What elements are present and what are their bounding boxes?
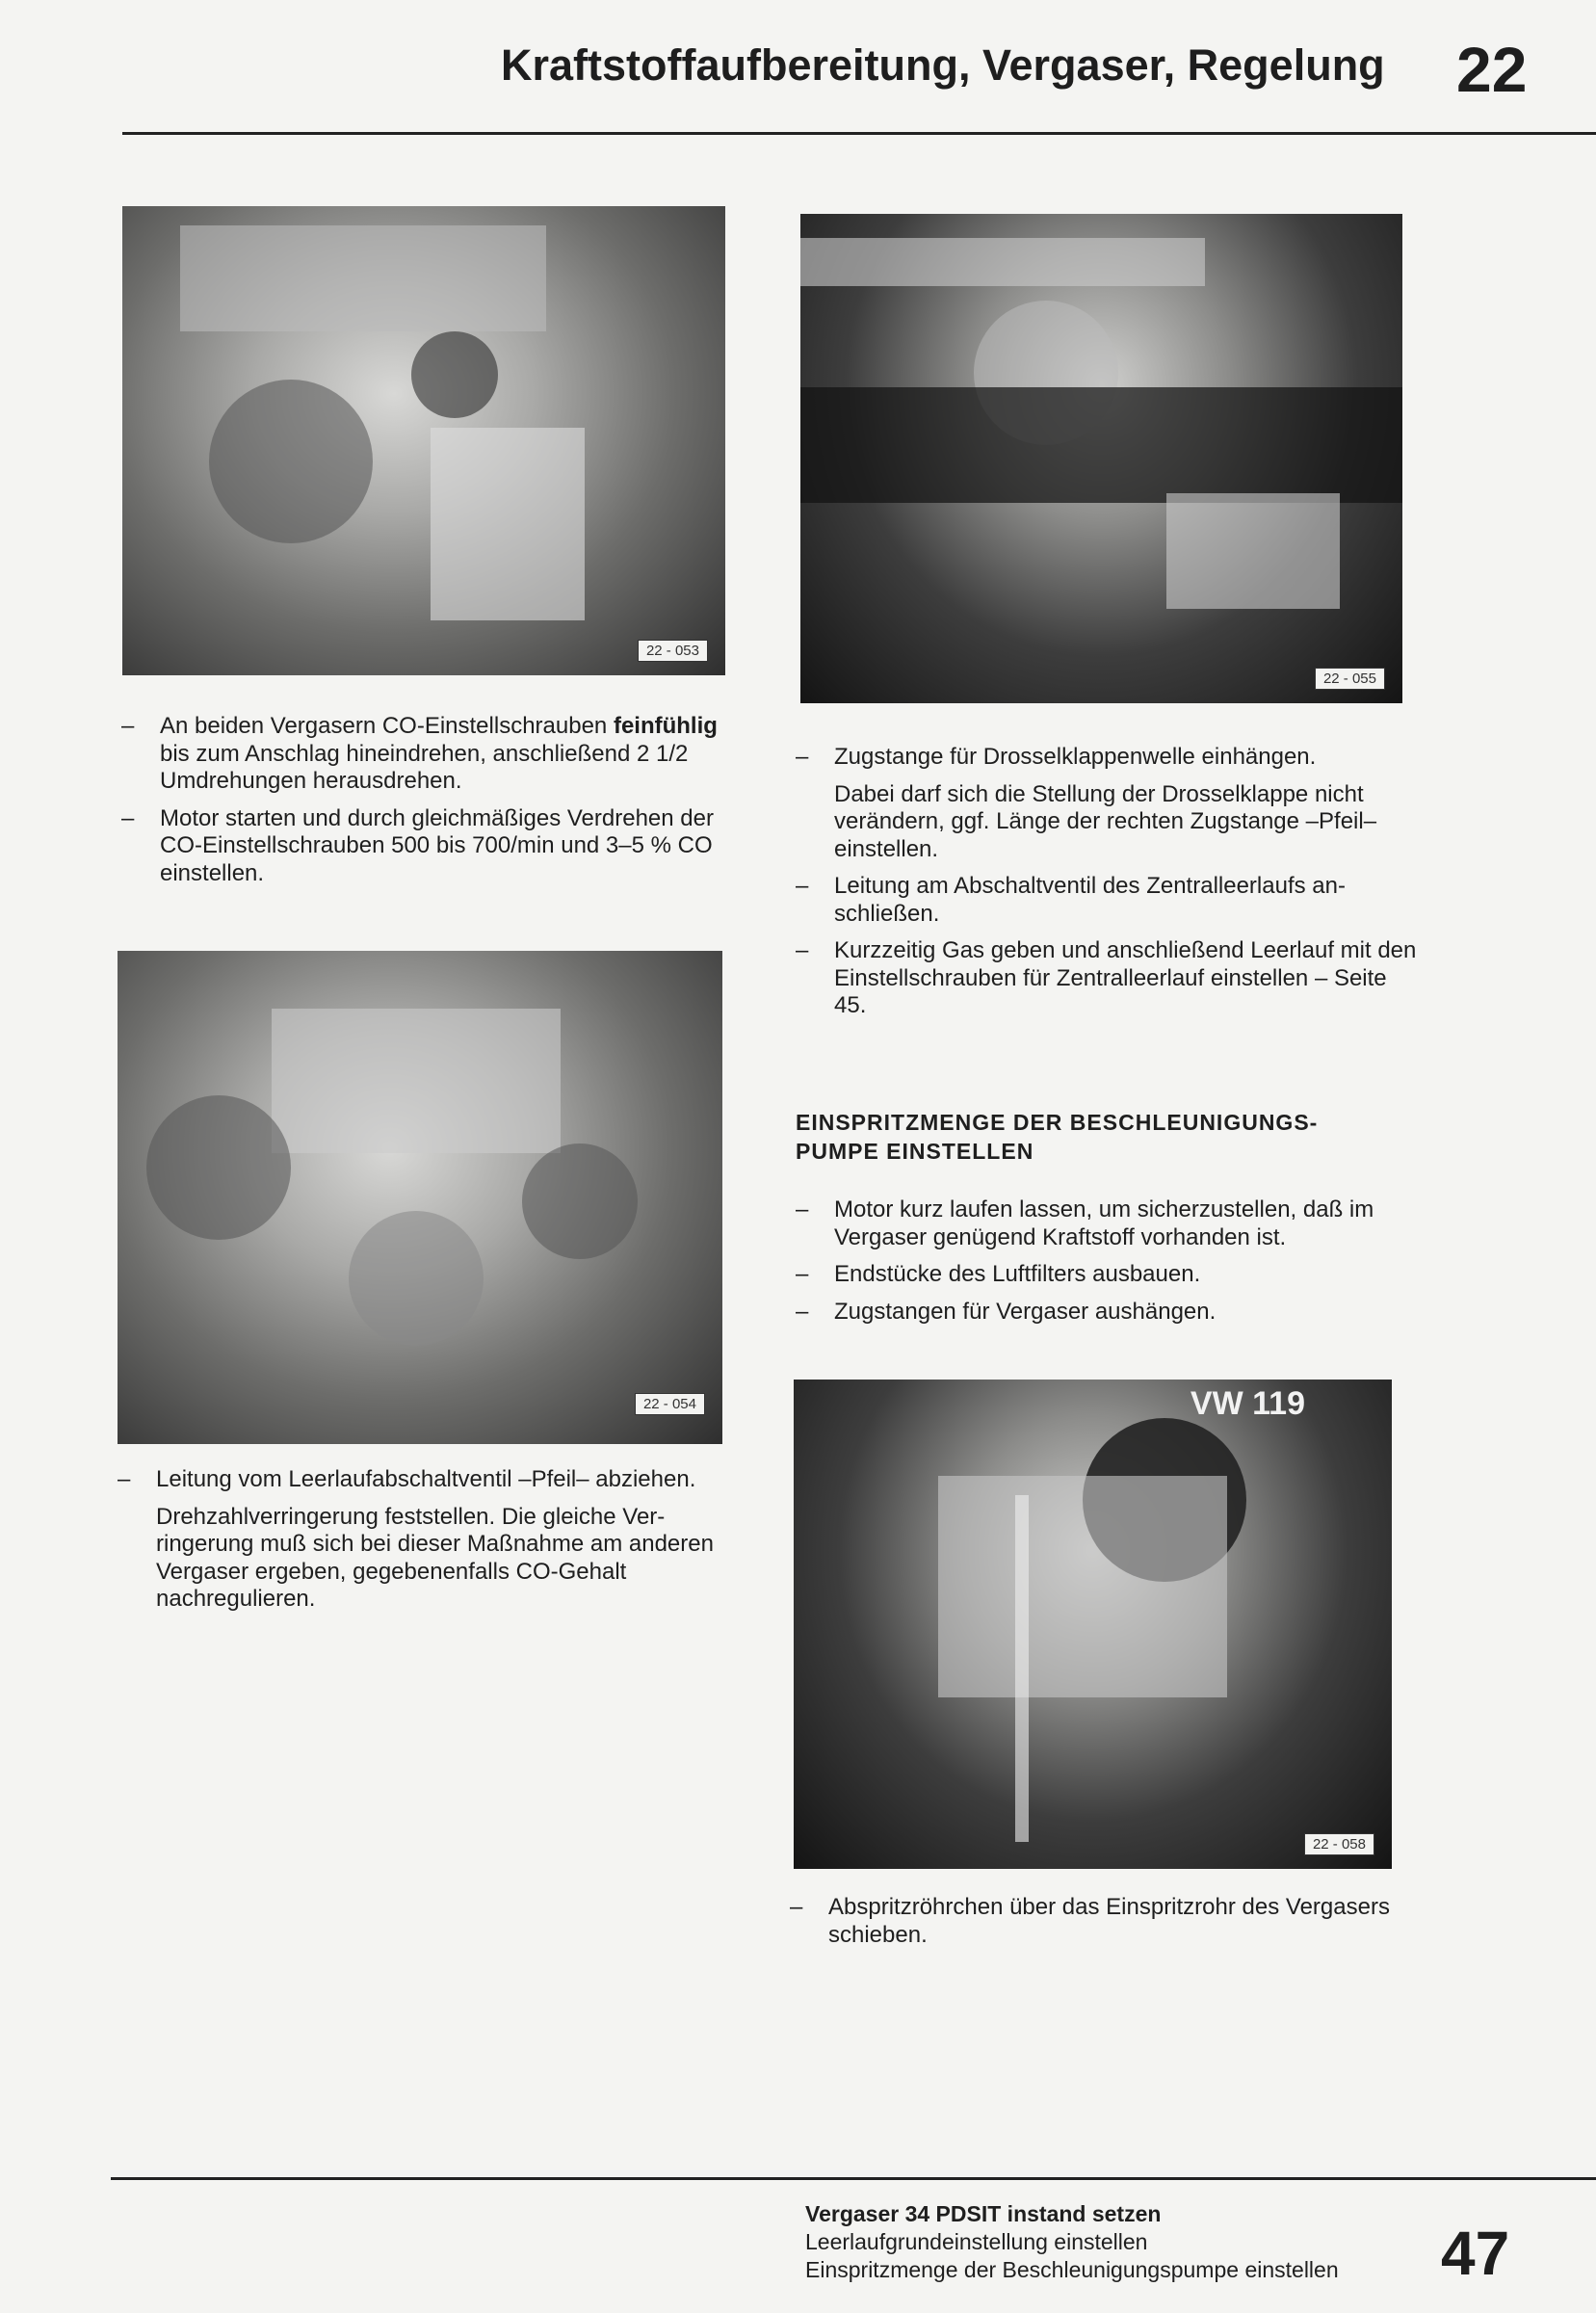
- list-item: [796, 873, 1422, 928]
- item-text: An beiden Vergasern CO-Einstellschrauben: [160, 713, 614, 739]
- dash: –: [796, 1196, 809, 1222]
- figure-22-058: [794, 1380, 1392, 1869]
- list-item: [796, 937, 1422, 1020]
- right-text-block-1: [796, 744, 1422, 1030]
- right-text-block-3: [790, 1894, 1406, 1958]
- figure-22-055: [800, 214, 1402, 703]
- dash: –: [796, 1298, 809, 1325]
- list-item: [118, 1466, 715, 1494]
- list-item: [121, 713, 747, 796]
- footer-rule: [111, 2177, 1596, 2180]
- bold-text: feinfühlig: [613, 713, 718, 739]
- page-number: 47: [1441, 2219, 1510, 2288]
- item-text: bis zum Anschlag hineindrehen, anschließend 2 1/2 Umdrehungen herausdrehen.: [160, 740, 689, 794]
- list-item: [796, 1196, 1412, 1251]
- figure-label: 22 - 054: [635, 1393, 705, 1415]
- dash: –: [121, 804, 135, 831]
- footer-line-2: Leerlaufgrundeinstellung einstellen: [805, 2229, 1148, 2254]
- list-item: [796, 1299, 1412, 1327]
- list-item: [796, 1261, 1412, 1289]
- chapter-number: 22: [1456, 34, 1528, 105]
- figure-22-053: [122, 206, 725, 675]
- figure-label: 22 - 058: [1304, 1833, 1374, 1855]
- item-text: Leitung vom Leerlaufabschaltventil –Pfeil– abziehen.: [156, 1466, 696, 1492]
- left-text-block-2: [118, 1466, 715, 1623]
- footer-text: [805, 2200, 1339, 2284]
- item-text: Kurzzeitig Gas geben und anschließend Leerlauf mit den Einstellschrauben für Zentralleerlauf einstellen – Seite 45.: [834, 937, 1417, 1018]
- paragraph: Dabei darf sich die Stellung der Drosselklappe nicht verändern, ggf. Länge der rechten Zugstange –Pfeil– einstellen.: [834, 780, 1377, 862]
- paragraph: Drehzahlverringerung feststellen. Die gleiche Verringerung muß sich bei dieser Maßnahme am anderen Vergaser ergeben, gegebenenfalls CO-Gehalt nachregulieren.: [156, 1503, 714, 1612]
- footer-line-3: Einspritzmenge der Beschleunigungspumpe einstellen: [805, 2257, 1339, 2282]
- page-title: Kraftstoffaufbereitung, Vergaser, Regelung: [501, 40, 1385, 90]
- list-item: [121, 805, 747, 888]
- item-text: Motor kurz laufen lassen, um sicherzustellen, daß im Vergaser genügend Kraftstoff vorhanden ist.: [834, 1196, 1374, 1250]
- footer-line-1: Vergaser 34 PDSIT instand setzen: [805, 2201, 1162, 2226]
- section-heading: EINSPRITZMENGE DER BESCHLEUNIGUNGSPUMPE EINSTELLEN: [796, 1110, 1318, 1164]
- right-text-block-2: [796, 1196, 1412, 1335]
- item-text: Endstücke des Luftfilters ausbauen.: [834, 1261, 1201, 1287]
- dash: –: [790, 1894, 803, 1920]
- left-text-block-1: [121, 713, 747, 897]
- figure-label: 22 - 053: [638, 640, 708, 662]
- dash: –: [796, 744, 809, 770]
- list-item: [796, 744, 1422, 772]
- figure-22-054: [118, 951, 722, 1444]
- header-rule: [122, 132, 1596, 135]
- list-item: [790, 1894, 1406, 1949]
- dash: –: [118, 1466, 131, 1492]
- figure-label: 22 - 055: [1315, 668, 1385, 690]
- tool-marking: VW 119: [1190, 1385, 1305, 1422]
- item-text: Abspritzröhrchen über das Einspritzrohr des Vergasers schieben.: [828, 1894, 1390, 1948]
- item-text: Leitung am Abschaltventil des Zentralleerlaufs anschließen.: [834, 873, 1346, 927]
- dash: –: [796, 873, 809, 899]
- item-text: Zugstange für Drosselklappenwelle einhängen.: [834, 744, 1317, 770]
- item-text: Zugstangen für Vergaser aushängen.: [834, 1298, 1217, 1325]
- item-text: Motor starten und durch gleichmäßiges Verdrehen der CO-Einstellschrauben 500 bis 700/min und 3–5 % CO einstellen.: [160, 804, 714, 886]
- dash: –: [121, 713, 135, 739]
- dash: –: [796, 1261, 809, 1287]
- dash: –: [796, 937, 809, 963]
